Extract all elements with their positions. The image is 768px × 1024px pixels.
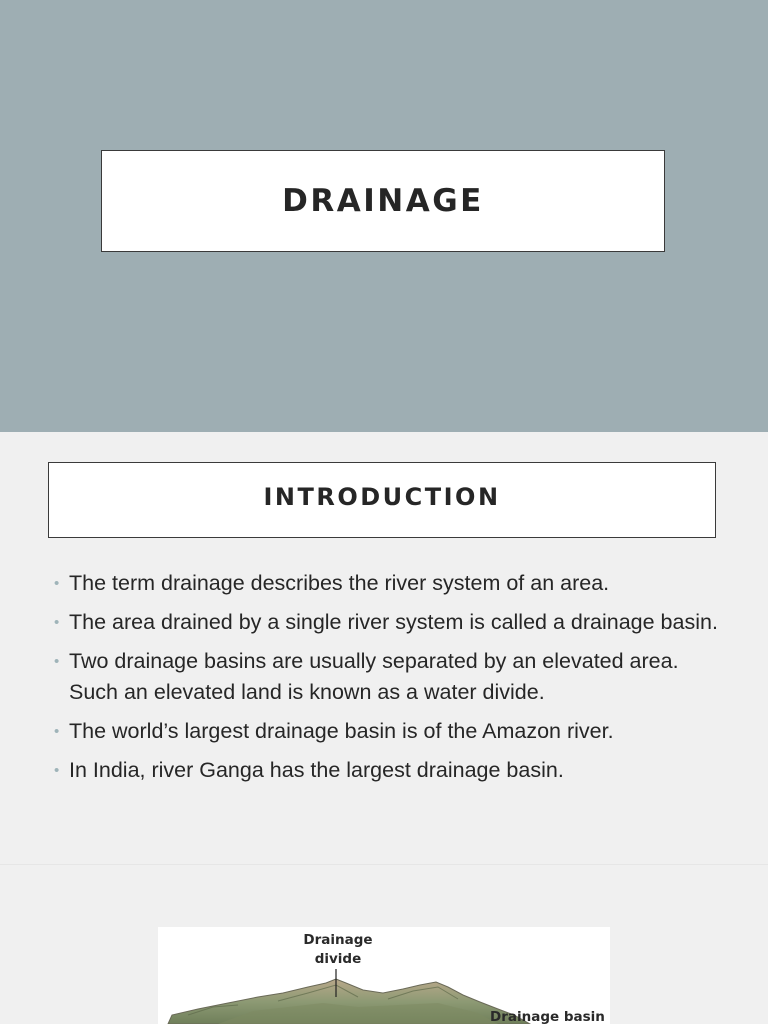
slide-heading: INTRODUCTION [263, 483, 501, 511]
bullet-text: Two drainage basins are usually separated by an elevated area. Such an elevated land is known as a water divide. [69, 649, 679, 704]
bullet-icon: • [54, 614, 60, 631]
bullet-text: In India, river Ganga has the largest drainage basin. [69, 758, 564, 782]
title-box [101, 150, 665, 252]
list-item [54, 755, 724, 786]
list-item [54, 607, 724, 638]
divide-label [288, 931, 388, 969]
introduction-slide [0, 432, 768, 864]
bullet-text: The term drainage describes the river system of an area. [69, 571, 610, 595]
bullet-icon: • [54, 653, 60, 670]
list-item [54, 716, 724, 747]
basin-label: Drainage basin [490, 1009, 605, 1024]
bullet-icon: • [54, 575, 60, 592]
bullet-text: The world’s largest drainage basin is of the Amazon river. [69, 719, 614, 743]
heading-box [48, 462, 716, 538]
list-item [54, 568, 724, 599]
diagram-slide [0, 865, 768, 1024]
divide-label-line2: divide [314, 951, 362, 967]
divide-label-line1: Drainage [303, 932, 373, 948]
slide-title: DRAINAGE [282, 183, 484, 219]
bullet-icon: • [54, 762, 60, 779]
bullet-icon: • [54, 723, 60, 740]
bullet-text: The area drained by a single river system is called a drainage basin. [69, 610, 718, 634]
title-slide [0, 0, 768, 432]
list-item [54, 646, 724, 708]
drainage-basin-figure [158, 927, 610, 1024]
bullet-list [54, 568, 724, 794]
